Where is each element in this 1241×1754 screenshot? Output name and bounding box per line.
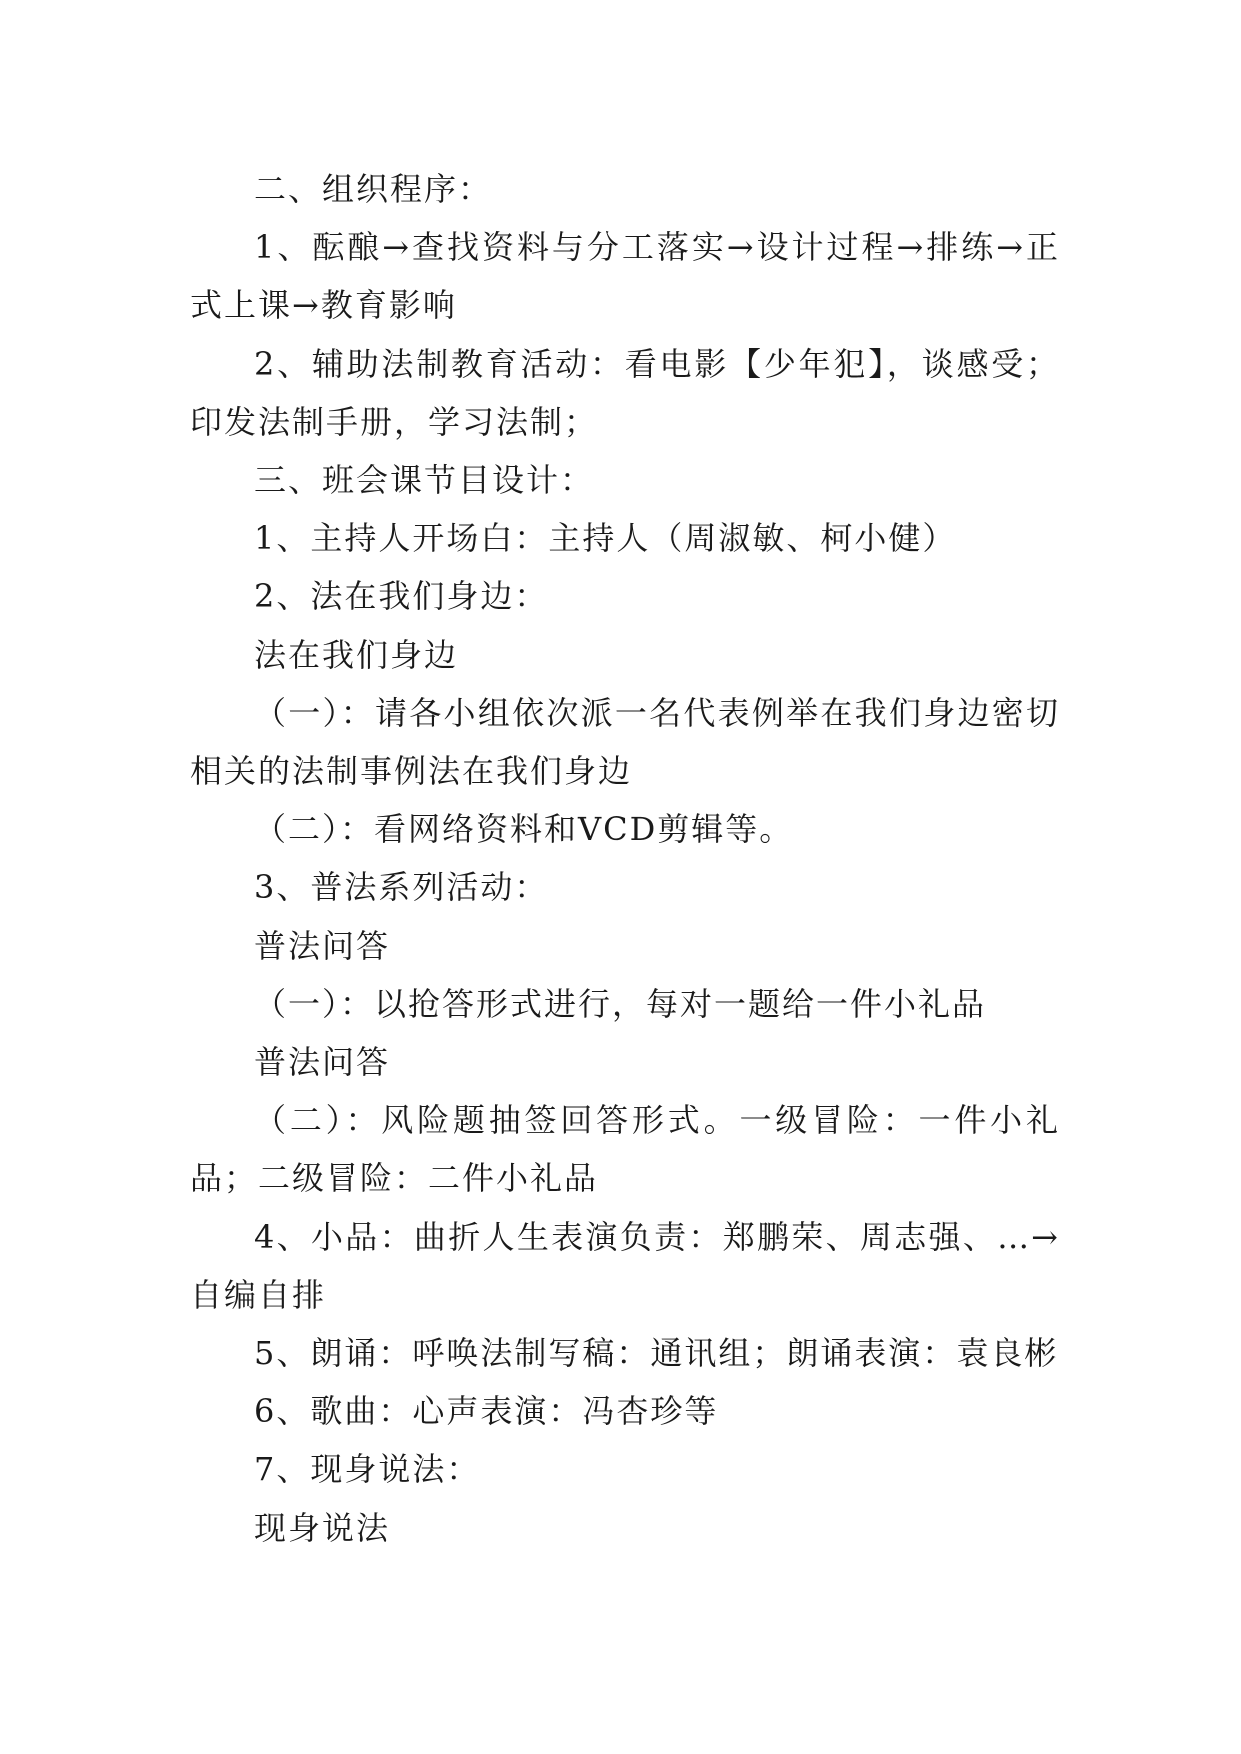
document-body	[190, 160, 1060, 1557]
paragraph-law-around-us-title: 法在我们身边	[254, 635, 459, 674]
paragraph-law-around-us-part-one: （一）：请各小组依次派一名代表例举在我们身边密切相关的法制事例法在我们身边	[190, 693, 1060, 791]
paragraph-sketch: 4、小品：曲折人生表演负责：郑鹏荣、周志强、…→自编自排	[190, 1217, 1060, 1314]
paragraph-song: 6、歌曲：心声表演：冯杏珍等	[254, 1392, 719, 1431]
section-heading-program-design: 三、班会课节目设计：	[254, 461, 595, 500]
paragraph-testimony: 7、现身说法：	[254, 1450, 481, 1489]
paragraph-law-around-us-part-two: （二）：看网络资料和VCD剪辑等。	[254, 810, 794, 849]
paragraph-law-quiz-part-two: （二）：风险题抽签回答形式。一级冒险：一件小礼品；二级冒险：二件小礼品	[190, 1101, 1060, 1198]
paragraph-law-around-us: 2、法在我们身边：	[254, 577, 549, 616]
paragraph-law-quiz-part-one: （一）：以抢答形式进行，每对一题给一件小礼品	[254, 984, 987, 1023]
paragraph-law-quiz-title-1: 普法问答	[254, 926, 391, 965]
section-heading-procedure: 二、组织程序：	[254, 170, 493, 208]
paragraph-procedure-steps: 1、酝酿→查找资料与分工落实→设计过程→排练→正式上课→教育影响	[190, 228, 1060, 325]
paragraph-auxiliary-activities: 2、辅助法制教育活动：看电影【少年犯】，谈感受；印发法制手册，学习法制；	[190, 344, 1060, 441]
paragraph-law-quiz-title-2: 普法问答	[254, 1043, 391, 1082]
paragraph-law-series-activities: 3、普法系列活动：	[254, 868, 549, 907]
paragraph-host-opening: 1、主持人开场白：主持人（周淑敏、柯小健）	[254, 519, 957, 558]
paragraph-testimony-title: 现身说法	[254, 1508, 391, 1547]
paragraph-recitation: 5、朗诵：呼唤法制写稿：通讯组；朗诵表演：袁良彬	[254, 1334, 1059, 1373]
